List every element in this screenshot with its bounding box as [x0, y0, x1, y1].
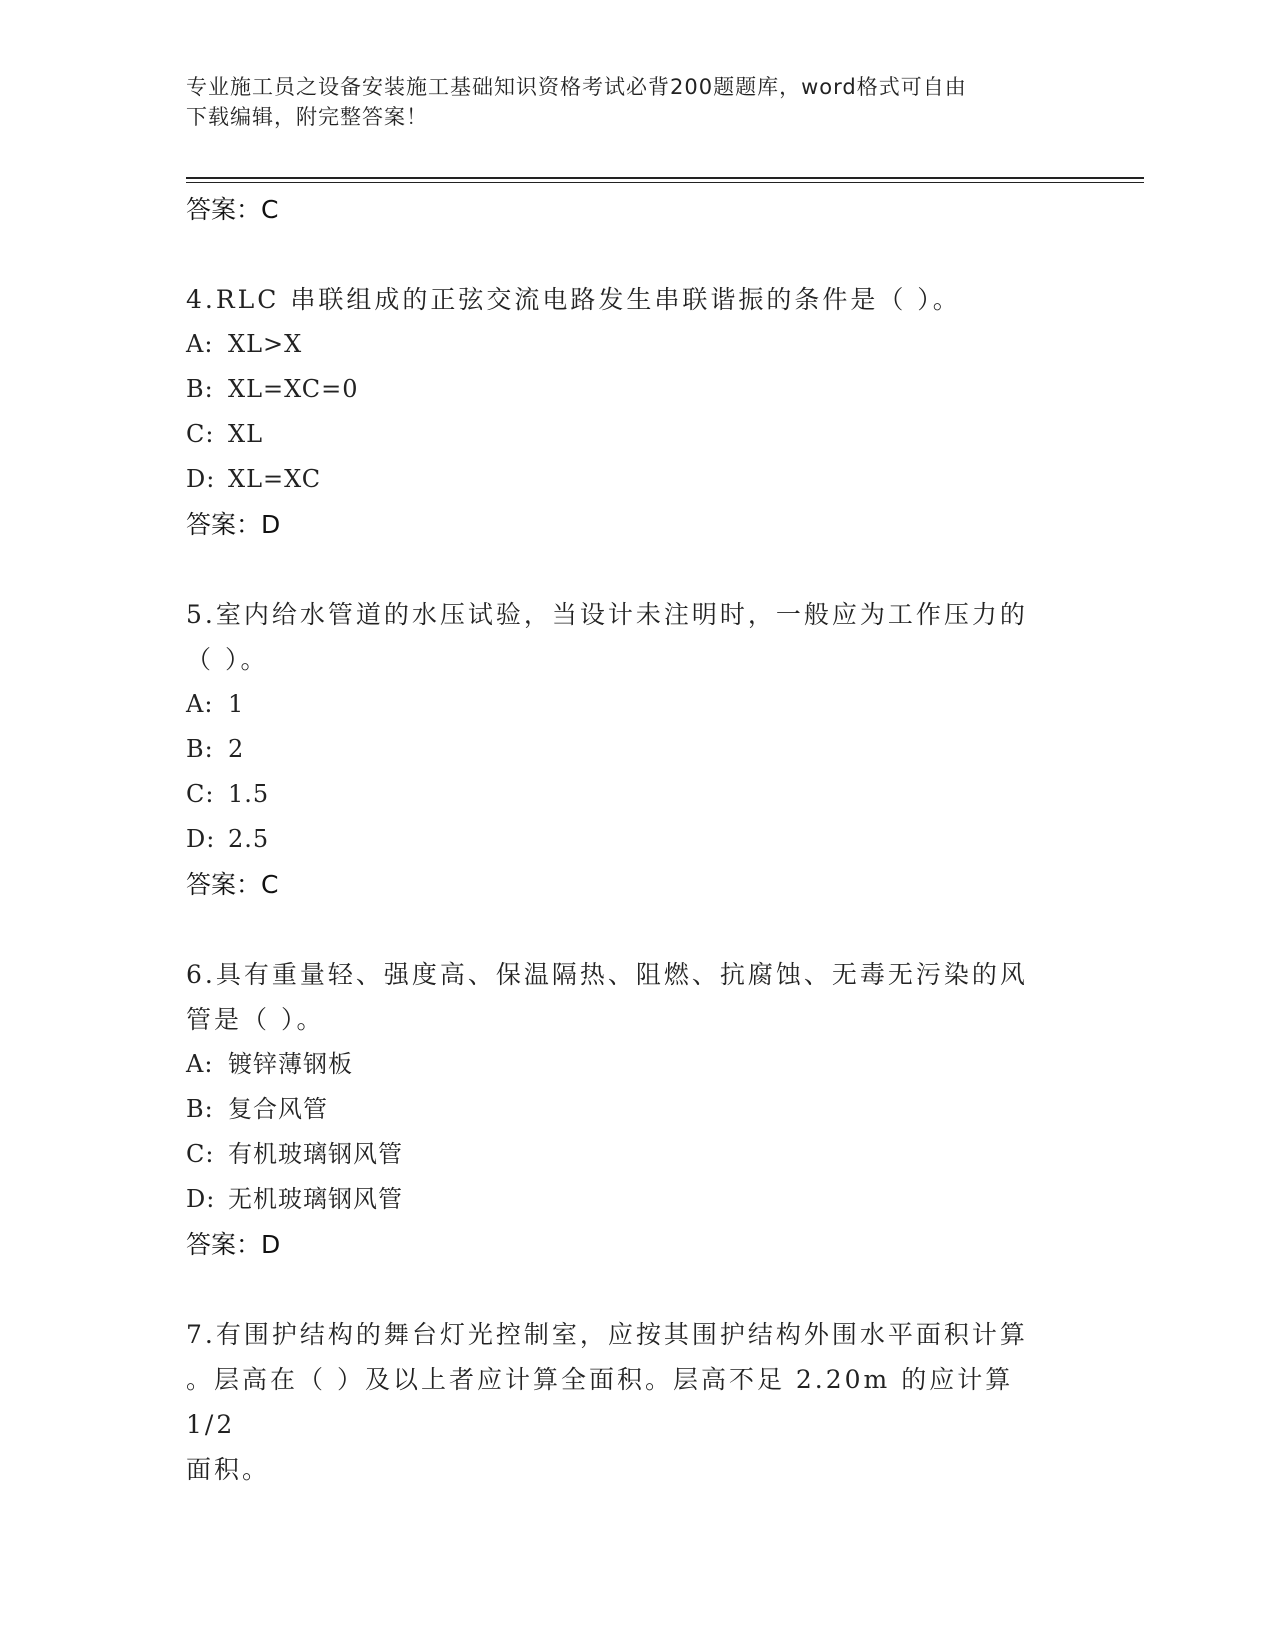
option-b: [186, 1087, 1066, 1132]
option-text: 1.5: [228, 780, 270, 808]
option-c: [186, 1132, 1066, 1177]
option-text: 复合风管: [228, 1095, 328, 1123]
question-answer: 答案：C: [186, 870, 279, 899]
option-a: [186, 1042, 1066, 1087]
option-d: [186, 817, 1066, 862]
question-stem-line-2: 。层高在（ ）及以上者应计算全面积。层高不足 2.20m 的应计算 1/2: [186, 1365, 1014, 1439]
question-item: [186, 1312, 1066, 1492]
option-b: [186, 367, 1066, 412]
option-text: 1: [228, 690, 245, 718]
question-stem-line-1: 5.室内给水管道的水压试验，当设计未注明时，一般应为工作压力的: [186, 600, 1028, 629]
previous-answer: 答案：C: [186, 195, 279, 224]
option-key: B:: [186, 375, 214, 403]
question-answer: 答案：D: [186, 1230, 281, 1259]
option-key: B:: [186, 735, 214, 763]
option-text: 有机玻璃钢风管: [228, 1140, 403, 1168]
question-item: [186, 952, 1066, 1268]
question-stem-line-3: 面积。: [186, 1455, 271, 1484]
option-key: A:: [186, 330, 214, 358]
question-stem-line-1: 6.具有重量轻、强度高、保温隔热、阻燃、抗腐蚀、无毒无污染的风: [186, 960, 1028, 989]
question-stem: 4.RLC 串联组成的正弦交流电路发生串联谐振的条件是（ ）。: [186, 285, 961, 314]
option-key: C:: [186, 420, 215, 448]
header-line-2: 下载编辑，附完整答案！: [186, 105, 428, 129]
question-item: [186, 592, 1066, 908]
option-text: XL=XC: [228, 465, 322, 493]
header-line-1: 专业施工员之设备安装施工基础知识资格考试必背200题题库，word格式可自由: [186, 75, 967, 99]
option-text: XL>X: [228, 330, 303, 358]
question-stem-line-2: 管是（ ）。: [186, 1005, 325, 1034]
question-stem-line-2: （ ）。: [186, 645, 269, 674]
option-key: D:: [186, 1185, 216, 1213]
option-key: A:: [186, 690, 214, 718]
option-d: [186, 1177, 1066, 1222]
option-text: 2.5: [228, 825, 270, 853]
question-stem-line-1: 7.有围护结构的舞台灯光控制室，应按其围护结构外围水平面积计算: [186, 1320, 1028, 1349]
document-header: [186, 72, 1066, 132]
option-key: A:: [186, 1050, 214, 1078]
option-text: 镀锌薄钢板: [228, 1050, 353, 1078]
option-a: [186, 322, 1066, 367]
option-text: 无机玻璃钢风管: [228, 1185, 403, 1213]
option-key: B:: [186, 1095, 214, 1123]
question-list: [186, 187, 1066, 1492]
option-text: XL: [228, 420, 264, 448]
option-text: XL=XC=0: [228, 375, 359, 403]
header-divider-thin: [186, 182, 1144, 183]
option-key: C:: [186, 780, 215, 808]
option-key: D:: [186, 825, 216, 853]
option-a: [186, 682, 1066, 727]
option-d: [186, 457, 1066, 502]
option-b: [186, 727, 1066, 772]
option-key: D:: [186, 465, 216, 493]
question-answer: 答案：D: [186, 510, 281, 539]
option-c: [186, 772, 1066, 817]
option-text: 2: [228, 735, 245, 763]
header-divider: [186, 177, 1144, 179]
option-c: [186, 412, 1066, 457]
question-item: [186, 277, 1066, 548]
option-key: C:: [186, 1140, 215, 1168]
